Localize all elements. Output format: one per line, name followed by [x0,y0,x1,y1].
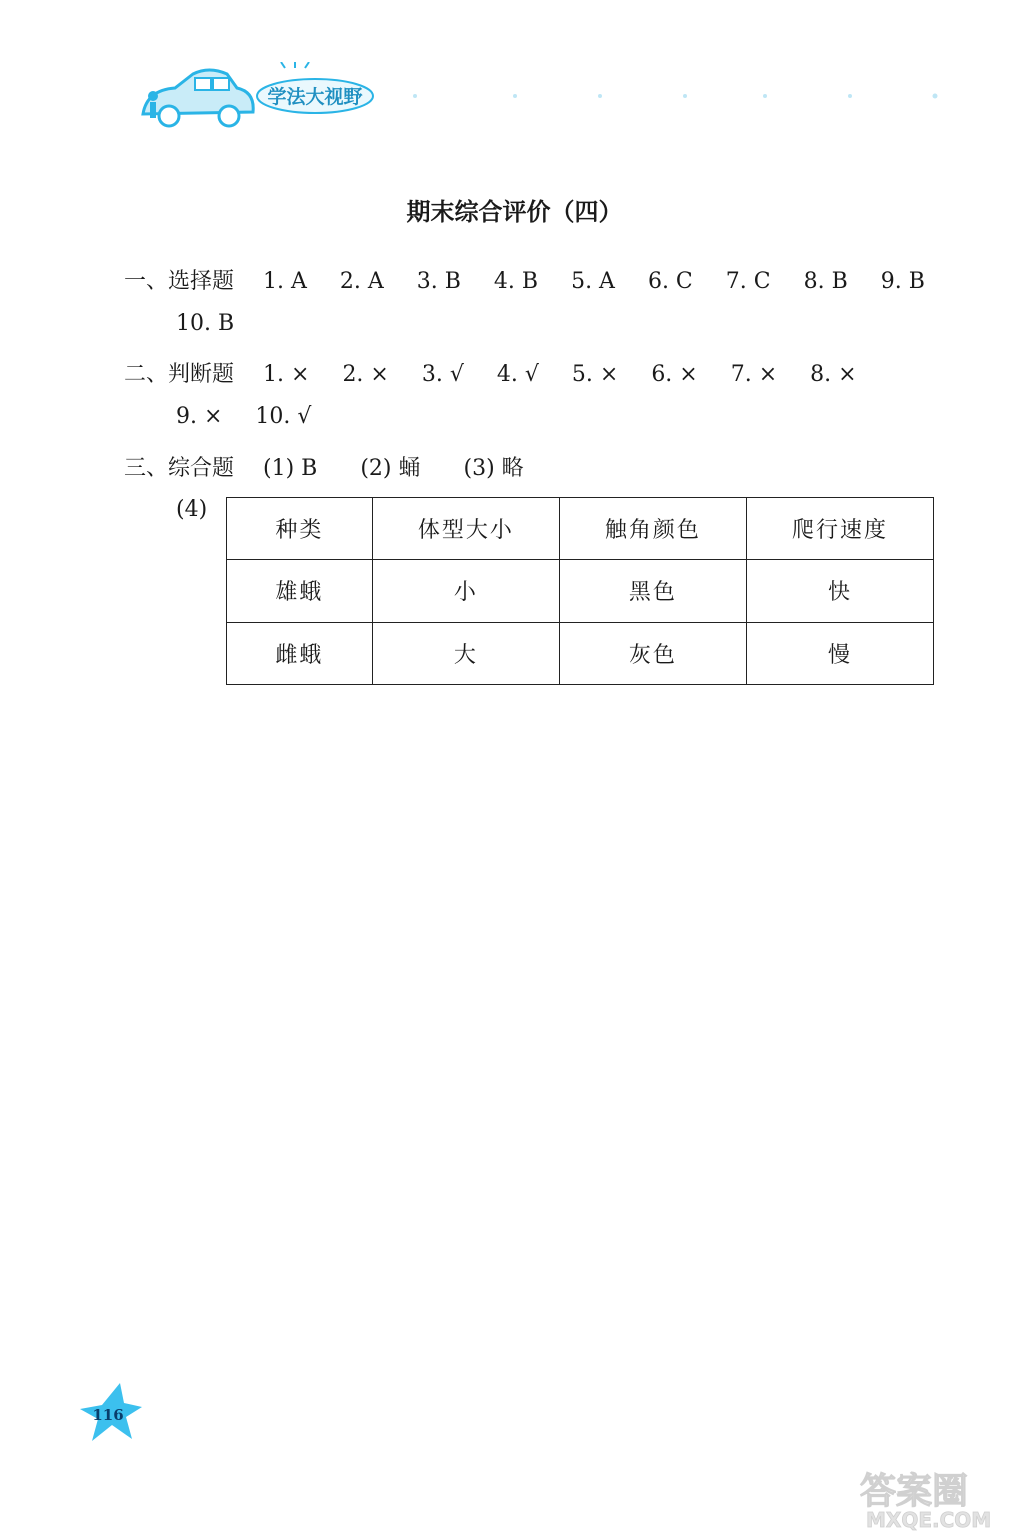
table-header-cell: 体型大小 [372,498,559,560]
table-header-cell: 爬行速度 [746,498,933,560]
table-label: (4) [176,497,208,522]
table-header-cell: 种类 [227,498,373,560]
judge-answer-9: 9. × [176,404,223,429]
moth-comparison-table [226,497,934,685]
watermark-url: MXQE.COM [866,1508,992,1531]
section-comprehensive-row [124,451,560,482]
section-comprehensive-label: 三、综合题 [124,456,235,481]
watermark-text: 答案圈 [860,1471,969,1512]
choice-answer-1: 1. A [263,269,307,294]
logo-car-icon [135,62,375,134]
table-header-row [227,498,934,560]
section-choice-row-2 [176,311,234,336]
table-row [227,560,934,622]
choice-answer-9: 9. B [880,269,925,294]
table-cell: 快 [746,560,933,622]
section-judge-row-2 [176,404,311,429]
judge-answer-5: 5. × [571,362,619,387]
judge-answer-4: 4. √ [496,362,539,387]
page-number-star-icon [80,1383,142,1443]
table-cell: 雌蛾 [227,622,373,684]
choice-answer-6: 6. C [647,269,693,294]
watermark-logo [850,1463,1020,1531]
choice-answer-7: 7. C [725,269,771,294]
judge-answer-8: 8. × [810,362,857,387]
table-cell: 慢 [746,622,933,684]
section-judge-row-1 [124,357,857,388]
table-cell: 灰色 [559,622,746,684]
section-choice-label: 一、选择题 [124,269,235,294]
choice-answer-2: 2. A [339,269,384,294]
table-cell: 小 [372,560,559,622]
choice-answer-4: 4. B [493,269,539,294]
judge-answer-6: 6. × [651,362,698,387]
choice-answer-8: 8. B [803,269,848,294]
section-judge-label: 二、判断题 [124,362,235,387]
judge-answer-10: 10. √ [255,404,312,429]
logo-text: 学法大视野 [267,86,363,108]
choice-answer-10: 10. B [176,311,235,336]
comprehensive-answer-3: (3) 略 [463,456,524,481]
table-header-cell: 触角颜色 [559,498,746,560]
table-row [227,622,934,684]
table-cell: 黑色 [559,560,746,622]
choice-answer-3: 3. B [416,269,461,294]
page-title: 期末综合评价（四） [406,198,623,226]
comprehensive-answer-2: (2) 蛹 [360,456,421,481]
choice-answer-5: 5. A [571,269,615,294]
judge-answer-1: 1. × [263,362,310,387]
section-choice-row-1 [124,264,925,295]
comprehensive-answer-1: (1) B [263,456,318,481]
judge-answer-2: 2. × [342,362,389,387]
header-dots-decoration [385,90,955,102]
table-cell: 雄蛾 [227,560,373,622]
page-number: 116 [92,1406,124,1424]
table-cell: 大 [372,622,559,684]
judge-answer-3: 3. √ [421,362,464,387]
judge-answer-7: 7. × [730,362,778,387]
